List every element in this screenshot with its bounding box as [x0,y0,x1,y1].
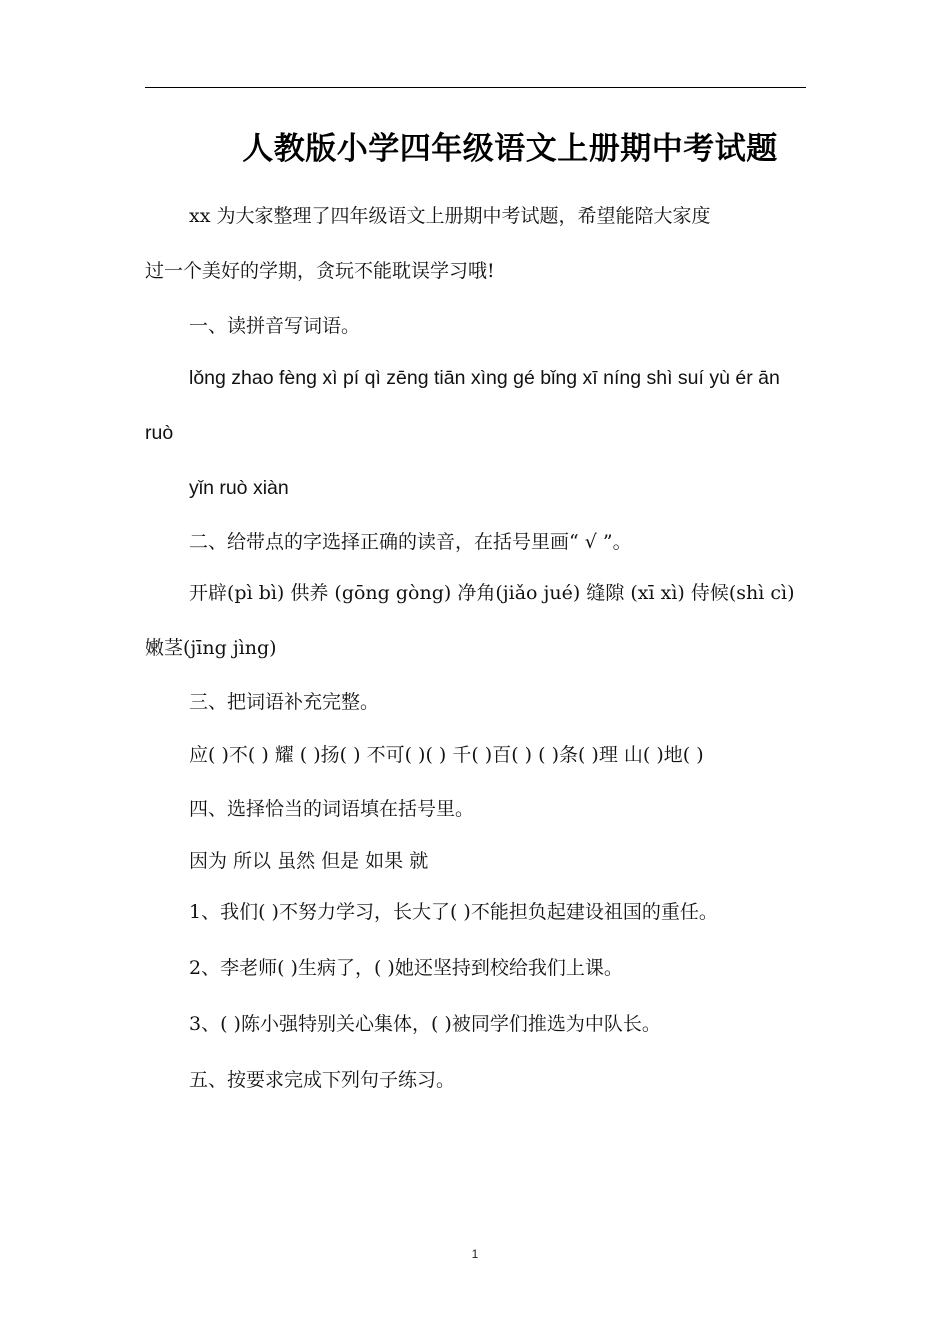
word-bank: 因为 所以 虽然 但是 如果 就 [189,850,429,872]
pinyin-line-1: lǒng zhao fèng xì pí qì zēng tiān xìng gé bǐng xī níng shì suí yù ér ān [189,367,780,389]
readings-line-1: 开辟(pì bì) 供养 (gōng gòng) 净角(jiǎo jué) 缝隙 (xī xì) 侍候(shì cì) [189,582,795,604]
intro-line-1: xx 为大家整理了四年级语文上册期中考试题，希望能陪大家度 [189,205,711,227]
idioms-line: 应( )不( ) 耀 ( )扬( ) 不可( )( ) 千( )百( ) ( )条( )理 山( )地( ) [189,744,704,766]
page-number: 1 [471,1247,479,1261]
readings-line-2: 嫩茎(jīng jìng) [145,637,277,659]
section-3-heading: 三、把词语补充完整。 [189,691,380,713]
intro-line-2: 过一个美好的学期，贪玩不能耽误学习哦! [145,260,495,282]
section-4-heading: 四、选择恰当的词语填在括号里。 [189,798,475,820]
page-title: 人教版小学四年级语文上册期中考试题 [242,131,778,167]
question-3: 3、( )陈小强特别关心集体，( )被同学们推选为中队长。 [189,1013,661,1035]
header-rule [145,87,806,88]
section-5-heading: 五、按要求完成下列句子练习。 [189,1069,456,1091]
pinyin-line-2: ruò [145,422,174,444]
question-1: 1、我们( )不努力学习，长大了( )不能担负起建设祖国的重任。 [189,901,718,923]
question-2: 2、李老师( )生病了，( )她还坚持到校给我们上课。 [189,957,623,979]
section-2-heading: 二、给带点的字选择正确的读音，在括号里画“ √ ”。 [189,531,632,553]
section-1-heading: 一、读拼音写词语。 [189,315,361,337]
pinyin-line-3: yǐn ruò xiàn [189,477,289,499]
